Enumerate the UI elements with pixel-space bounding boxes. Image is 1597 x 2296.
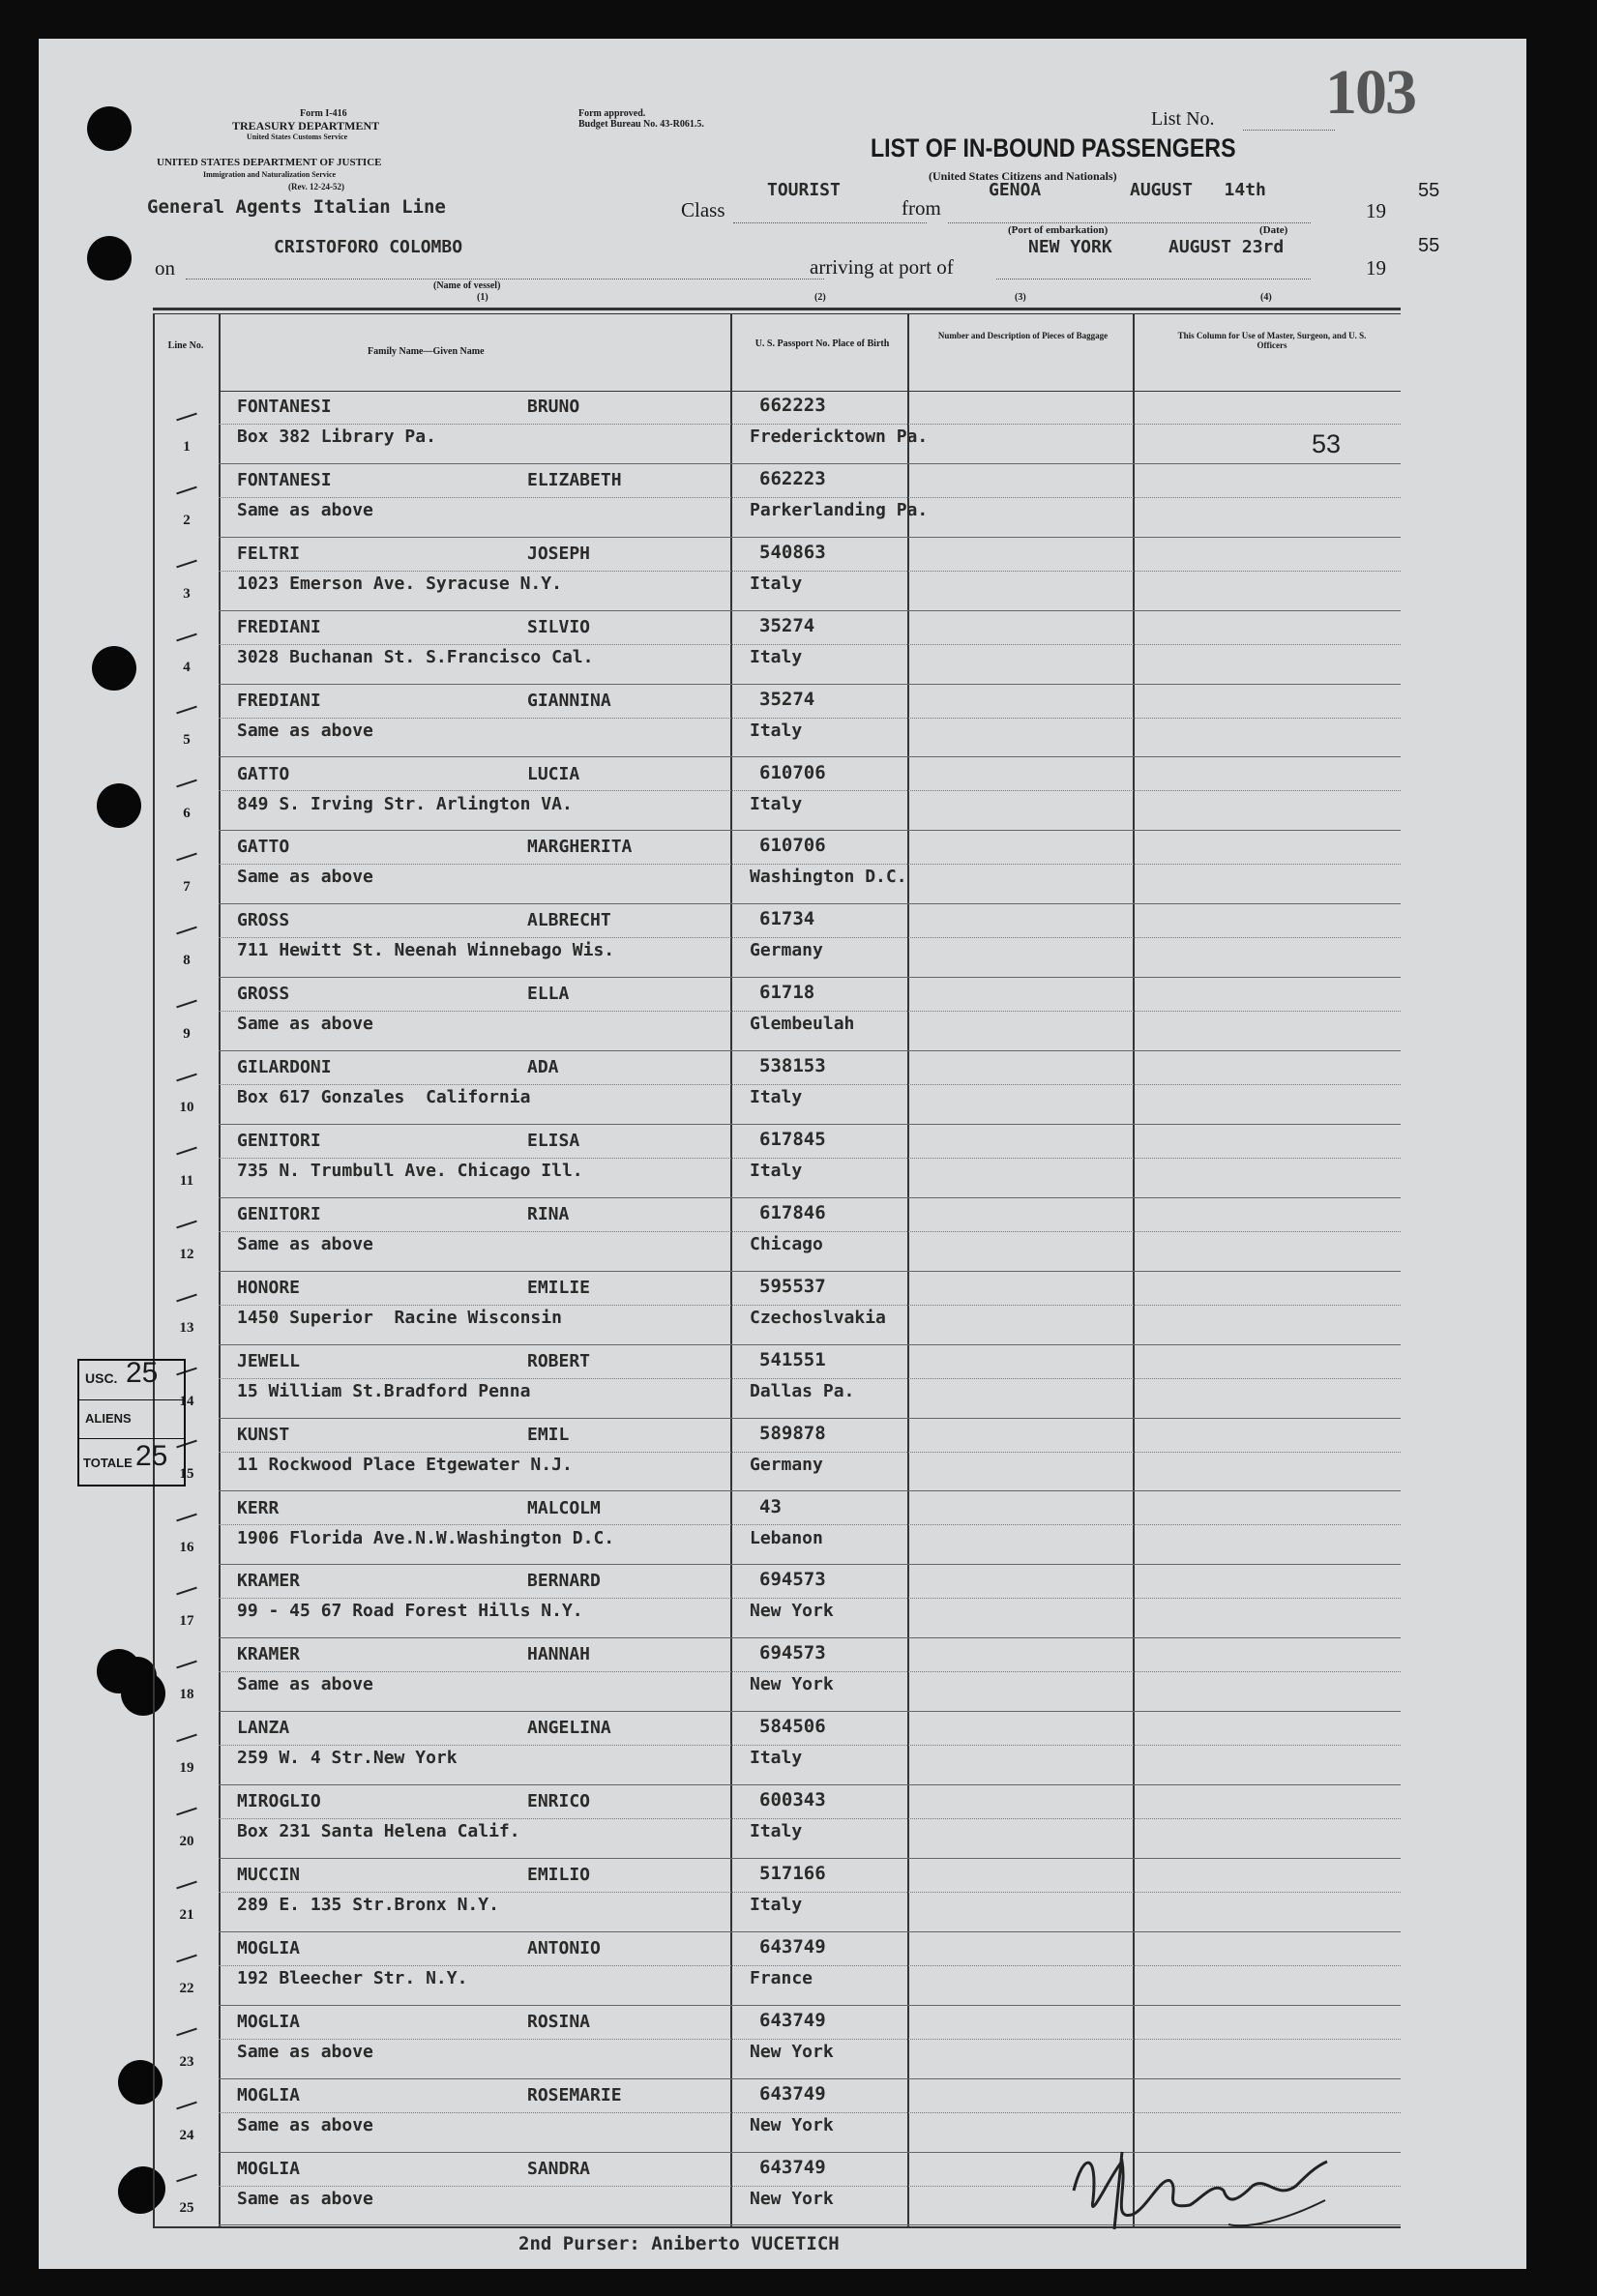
given-name: ANGELINA [527,1718,611,1739]
line-number: 21 [179,1906,194,1923]
row-mid-rule [219,1671,1401,1672]
table-top-rule [153,308,1401,310]
place-of-birth: France [750,1967,813,1988]
given-name: ELLA [527,984,570,1005]
table-row [39,611,1526,685]
family-name: MOGLIA [237,2158,301,2179]
table-row [39,2006,1526,2079]
table-row [39,1345,1526,1419]
family-name: GENITORI [237,1131,321,1151]
passport-number: 617845 [759,1129,826,1150]
row-mid-rule [219,1818,1401,1819]
given-name: MARGHERITA [527,837,633,858]
row-mid-rule [219,1745,1401,1746]
check-mark [176,706,197,715]
row-mid-rule [219,1084,1401,1085]
check-mark [176,1220,197,1228]
place-of-birth: Italy [750,573,803,594]
customs-service: United States Customs Service [247,132,348,141]
place-of-birth: Fredericktown Pa. [750,427,929,447]
line-number: 3 [183,585,191,602]
family-name: MOGLIA [237,1937,301,1958]
family-name: MIROGLIO [237,1791,321,1812]
family-name: KUNST [237,1424,290,1445]
family-name: KERR [237,1497,280,1518]
place-of-birth: Italy [750,1821,803,1842]
address: Box 231 Santa Helena Calif. [237,1821,520,1842]
passport-number: 643749 [759,2156,826,2178]
given-name: EMIL [527,1424,570,1445]
row-mid-rule [219,644,1401,645]
col-header-passport: U. S. Passport No. Place of Birth [754,339,890,349]
table-row [39,1272,1526,1345]
col-num-3: (3) [1015,292,1026,303]
on-label: on [155,256,175,280]
check-mark [176,413,197,422]
family-name: FELTRI [237,543,301,564]
check-mark [176,1000,197,1009]
row-mid-rule [219,1305,1401,1306]
table-row [39,391,1526,464]
table-row [39,464,1526,538]
year-prefix-2: 19 [1366,256,1386,280]
punch-hole [87,106,132,151]
tally-usc-label: USC. [85,1370,118,1386]
family-name: GROSS [237,910,290,931]
punch-hole [87,236,132,280]
check-mark [176,1734,197,1743]
row-mid-rule [219,1158,1401,1159]
passport-number: 61734 [759,908,815,930]
inspector-signature [1054,2133,1345,2239]
form-subtitle: (United States Citizens and Nationals) [929,169,1117,183]
given-name: ALBRECHT [527,910,611,931]
check-mark [176,1147,197,1156]
row-mid-rule [219,1452,1401,1453]
family-name: FREDIANI [237,690,321,711]
line-number: 23 [179,2053,194,2070]
passport-number: 540863 [759,541,826,563]
table-row [39,538,1526,611]
given-name: GIANNINA [527,690,611,711]
place-of-birth: Parkerlanding Pa. [750,499,929,520]
class-value: TOURIST [767,180,841,200]
passenger-manifest-page [39,39,1526,2269]
check-mark [176,1881,197,1890]
list-number: 103 [1325,57,1415,128]
line-number: 4 [183,659,191,675]
given-name: ROSEMARIE [527,2084,622,2105]
family-name: GILARDONI [237,1057,332,1078]
family-name: GATTO [237,763,290,784]
given-name: BERNARD [527,1571,601,1592]
place-of-birth: Dallas Pa. [750,1380,855,1401]
passport-number: 538153 [759,1055,826,1077]
vessel-line [186,279,824,280]
class-line [733,222,927,223]
family-name: LANZA [237,1718,290,1739]
table-row [39,904,1526,978]
line-number: 19 [179,1760,194,1777]
place-of-birth: Chicago [750,1233,823,1254]
address: Same as above [237,867,373,888]
check-mark [176,1514,197,1522]
passport-number: 610706 [759,761,826,783]
table-row [39,978,1526,1051]
place-of-birth: Washington D.C. [750,867,907,888]
family-name: MOGLIA [237,2011,301,2032]
row-mid-rule [219,2112,1401,2113]
address: Same as above [237,499,373,520]
address: 259 W. 4 Str.New York [237,1748,458,1769]
table-row [39,1638,1526,1712]
table-row [39,1785,1526,1859]
table-top-rule-2 [153,313,1401,314]
check-mark [176,2174,197,2183]
tally-total-label: TOTALE [83,1456,133,1470]
check-mark [176,780,197,788]
check-mark [176,927,197,935]
passport-number: 35274 [759,614,815,636]
passport-number: 643749 [759,2009,826,2031]
place-of-birth: Italy [750,1895,803,1915]
row-mid-rule [219,497,1401,498]
line-number: 6 [183,806,191,822]
place-of-birth: Germany [750,1454,823,1475]
form-number: Form I-416 [300,108,347,119]
place-of-birth: Italy [750,720,803,741]
row-mid-rule [219,1378,1401,1379]
given-name: ROSINA [527,2011,591,2032]
row-mid-rule [219,937,1401,938]
arrival-port: NEW YORK [1028,237,1112,257]
address: 1023 Emerson Ave. Syracuse N.Y. [237,573,562,594]
address: 289 E. 135 Str.Bronx N.Y. [237,1895,499,1915]
check-mark [176,559,197,568]
passport-number: 662223 [759,395,826,416]
passport-number: 617846 [759,1201,826,1223]
line-number: 20 [179,1833,194,1849]
given-name: JOSEPH [527,543,591,564]
line-number: 22 [179,1980,194,1996]
from-label: from [902,196,941,220]
line-number: 10 [179,1099,194,1115]
tally-aliens-label: ALIENS [85,1411,132,1426]
check-mark [176,1587,197,1596]
col-header-line: Line No. [167,340,204,351]
vessel-label: (Name of vessel) [433,280,501,291]
tally-divider [79,1399,184,1400]
year-prefix-1: 19 [1366,199,1386,222]
place-of-birth: New York [750,2188,834,2209]
line-number: 16 [179,1540,194,1556]
row-mid-rule [219,1011,1401,1012]
line-number: 5 [183,732,191,749]
treasury-department: TREASURY DEPARTMENT [232,119,380,132]
address: 711 Hewitt St. Neenah Winnebago Wis. [237,940,615,961]
tally-total-value: 25 [135,1440,168,1472]
place-of-birth: Czechoslvakia [750,1307,886,1328]
family-name: FONTANESI [237,469,332,490]
from-line [948,222,1311,223]
address: Same as above [237,720,373,741]
line-number: 7 [183,879,191,896]
given-name: RINA [527,1203,570,1224]
passport-number: 694573 [759,1642,826,1664]
row-mid-rule [219,571,1401,572]
check-mark [176,633,197,641]
tally-usc-value: 25 [126,1357,159,1389]
place-of-birth: Italy [750,1748,803,1769]
vessel-name: CRISTOFORO COLOMBO [274,237,463,257]
row-mid-rule [219,1892,1401,1893]
line-number: 15 [179,1466,194,1483]
table-row [39,1712,1526,1785]
passport-number: 610706 [759,835,826,857]
family-name: FONTANESI [237,397,332,417]
check-mark [176,853,197,862]
line-number: 2 [183,512,191,528]
place-of-birth: Italy [750,646,803,667]
department-of-justice: UNITED STATES DEPARTMENT OF JUSTICE [157,157,382,168]
departure-date: AUGUST 14th [1130,180,1266,200]
revision: (Rev. 12-24-52) [288,182,344,191]
check-mark [176,486,197,494]
row-mid-rule [219,790,1401,791]
line-number: 1 [183,438,191,455]
address: Same as above [237,2188,373,2209]
row-mid-rule [219,864,1401,865]
row-mid-rule [219,1598,1401,1599]
check-mark [176,1074,197,1082]
line-number: 13 [179,1319,194,1336]
line-number: 8 [183,953,191,969]
line-number: 9 [183,1026,191,1043]
check-mark [176,1954,197,1962]
family-name: GROSS [237,984,290,1005]
place-of-birth: Germany [750,940,823,961]
address: Same as above [237,2114,373,2135]
general-agent: General Agents Italian Line [147,196,446,218]
form-title: LIST OF IN-BOUND PASSENGERS [871,133,1236,162]
date-label: (Date) [1259,224,1288,236]
form-approved: Form approved. [578,108,646,119]
purser-signature-line: 2nd Purser: Aniberto VUCETICH [518,2233,840,2254]
table-row [39,831,1526,904]
table-row [39,1198,1526,1272]
line-number: 17 [179,1613,194,1630]
passport-number: 43 [759,1495,782,1517]
arrival-year: 55 [1418,235,1440,256]
address: 735 N. Trumbull Ave. Chicago Ill. [237,1161,583,1181]
given-name: ADA [527,1057,559,1078]
col-header-name: Family Name—Given Name [368,346,485,357]
family-name: MUCCIN [237,1865,301,1885]
row-mid-rule [219,2039,1401,2040]
place-of-birth: Glembeulah [750,1014,855,1035]
address: 3028 Buchanan St. S.Francisco Cal. [237,646,594,667]
given-name: BRUNO [527,397,580,417]
address: 849 S. Irving Str. Arlington VA. [237,793,573,814]
address: Same as above [237,1233,373,1254]
passport-number: 662223 [759,467,826,489]
family-name: GATTO [237,837,290,858]
list-no-line [1243,130,1335,131]
line-number: 24 [179,2127,194,2143]
ins-service: Immigration and Naturalization Service [203,170,337,179]
family-name: KRAMER [237,1644,301,1665]
place-of-birth: New York [750,1674,834,1695]
given-name: EMILIO [527,1865,591,1885]
col-header-officers: This Column for Use of Master, Surgeon, and U. S. Officers [1177,331,1367,350]
check-mark [176,2101,197,2109]
line-number: 12 [179,1246,194,1262]
col-num-1: (1) [477,292,488,303]
given-name: HANNAH [527,1644,591,1665]
line-number: 11 [179,1172,194,1189]
given-name: MALCOLM [527,1497,601,1518]
address: Same as above [237,1014,373,1035]
given-name: ELISA [527,1131,580,1151]
passport-number: 694573 [759,1569,826,1591]
passport-number: 595537 [759,1275,826,1297]
passport-number: 541551 [759,1348,826,1370]
check-mark [176,1661,197,1669]
table-row [39,1859,1526,1932]
table-row [39,1419,1526,1492]
line-number: 25 [179,2200,194,2217]
family-name: GENITORI [237,1203,321,1224]
tally-stamp [77,1359,186,1487]
passport-number: 517166 [759,1863,826,1884]
address: Box 382 Library Pa. [237,427,436,447]
family-name: JEWELL [237,1350,301,1371]
passport-number: 61718 [759,982,815,1004]
col-num-4: (4) [1260,292,1272,303]
row-mid-rule [219,1524,1401,1525]
port-embark-label: (Port of embarkation) [1008,224,1109,236]
passport-number: 589878 [759,1422,826,1444]
passport-number: 584506 [759,1716,826,1738]
place-of-birth: New York [750,2114,834,2135]
given-name: SANDRA [527,2158,591,2179]
table-row [39,1051,1526,1125]
place-of-birth: Italy [750,1087,803,1108]
given-name: ROBERT [527,1350,591,1371]
row-mid-rule [219,424,1401,425]
row-mid-rule [219,718,1401,719]
class-label: Class [681,198,725,221]
given-name: ELIZABETH [527,469,622,490]
place-of-birth: New York [750,1601,834,1622]
check-mark [176,1293,197,1302]
table-row [39,1565,1526,1638]
place-of-birth: New York [750,2041,834,2062]
address: Box 617 Gonzales California [237,1087,531,1108]
col-header-baggage: Number and Description of Pieces of Baggage [937,331,1109,340]
passport-number: 643749 [759,2082,826,2105]
check-mark [176,2027,197,2036]
address: 11 Rockwood Place Etgewater N.J. [237,1454,573,1475]
col-num-2: (2) [814,292,826,303]
table-row [39,1492,1526,1566]
arrival-date: AUGUST 23rd [1168,237,1285,257]
given-name: ANTONIO [527,1937,601,1958]
address: Same as above [237,1674,373,1695]
line-number: 14 [179,1393,194,1409]
given-name: ENRICO [527,1791,591,1812]
from-value: GENOA [989,180,1042,200]
place-of-birth: Italy [750,1161,803,1181]
arriving-label: arriving at port of [810,255,954,279]
given-name: SILVIO [527,616,591,637]
address: 15 William St.Bradford Penna [237,1380,531,1401]
passport-number: 600343 [759,1789,826,1811]
place-of-birth: Lebanon [750,1527,823,1548]
list-no-label: List No. [1151,108,1215,130]
address: 1906 Florida Ave.N.W.Washington D.C. [237,1527,615,1548]
address: 1450 Superior Racine Wisconsin [237,1307,562,1328]
address: 192 Bleecher Str. N.Y. [237,1967,468,1988]
family-name: KRAMER [237,1571,301,1592]
passport-number: 643749 [759,1935,826,1957]
family-name: FREDIANI [237,616,321,637]
passport-number: 35274 [759,688,815,710]
check-mark [176,1808,197,1816]
arrival-line [996,279,1311,280]
line-number: 18 [179,1687,194,1703]
family-name: MOGLIA [237,2084,301,2105]
budget-bureau: Budget Bureau No. 43-R061.5. [578,119,704,130]
row-mid-rule [219,1965,1401,1966]
table-row [39,1125,1526,1198]
given-name: LUCIA [527,763,580,784]
officer-note: 53 [1312,429,1342,458]
departure-year: 55 [1418,180,1440,201]
place-of-birth: Italy [750,793,803,814]
family-name: HONORE [237,1277,301,1298]
address: 99 - 45 67 Road Forest Hills N.Y. [237,1601,583,1622]
table-row [39,1932,1526,2006]
tally-divider [79,1438,184,1439]
address: Same as above [237,2041,373,2062]
table-row [39,685,1526,758]
table-row [39,758,1526,832]
given-name: EMILIE [527,1277,591,1298]
row-mid-rule [219,1231,1401,1232]
